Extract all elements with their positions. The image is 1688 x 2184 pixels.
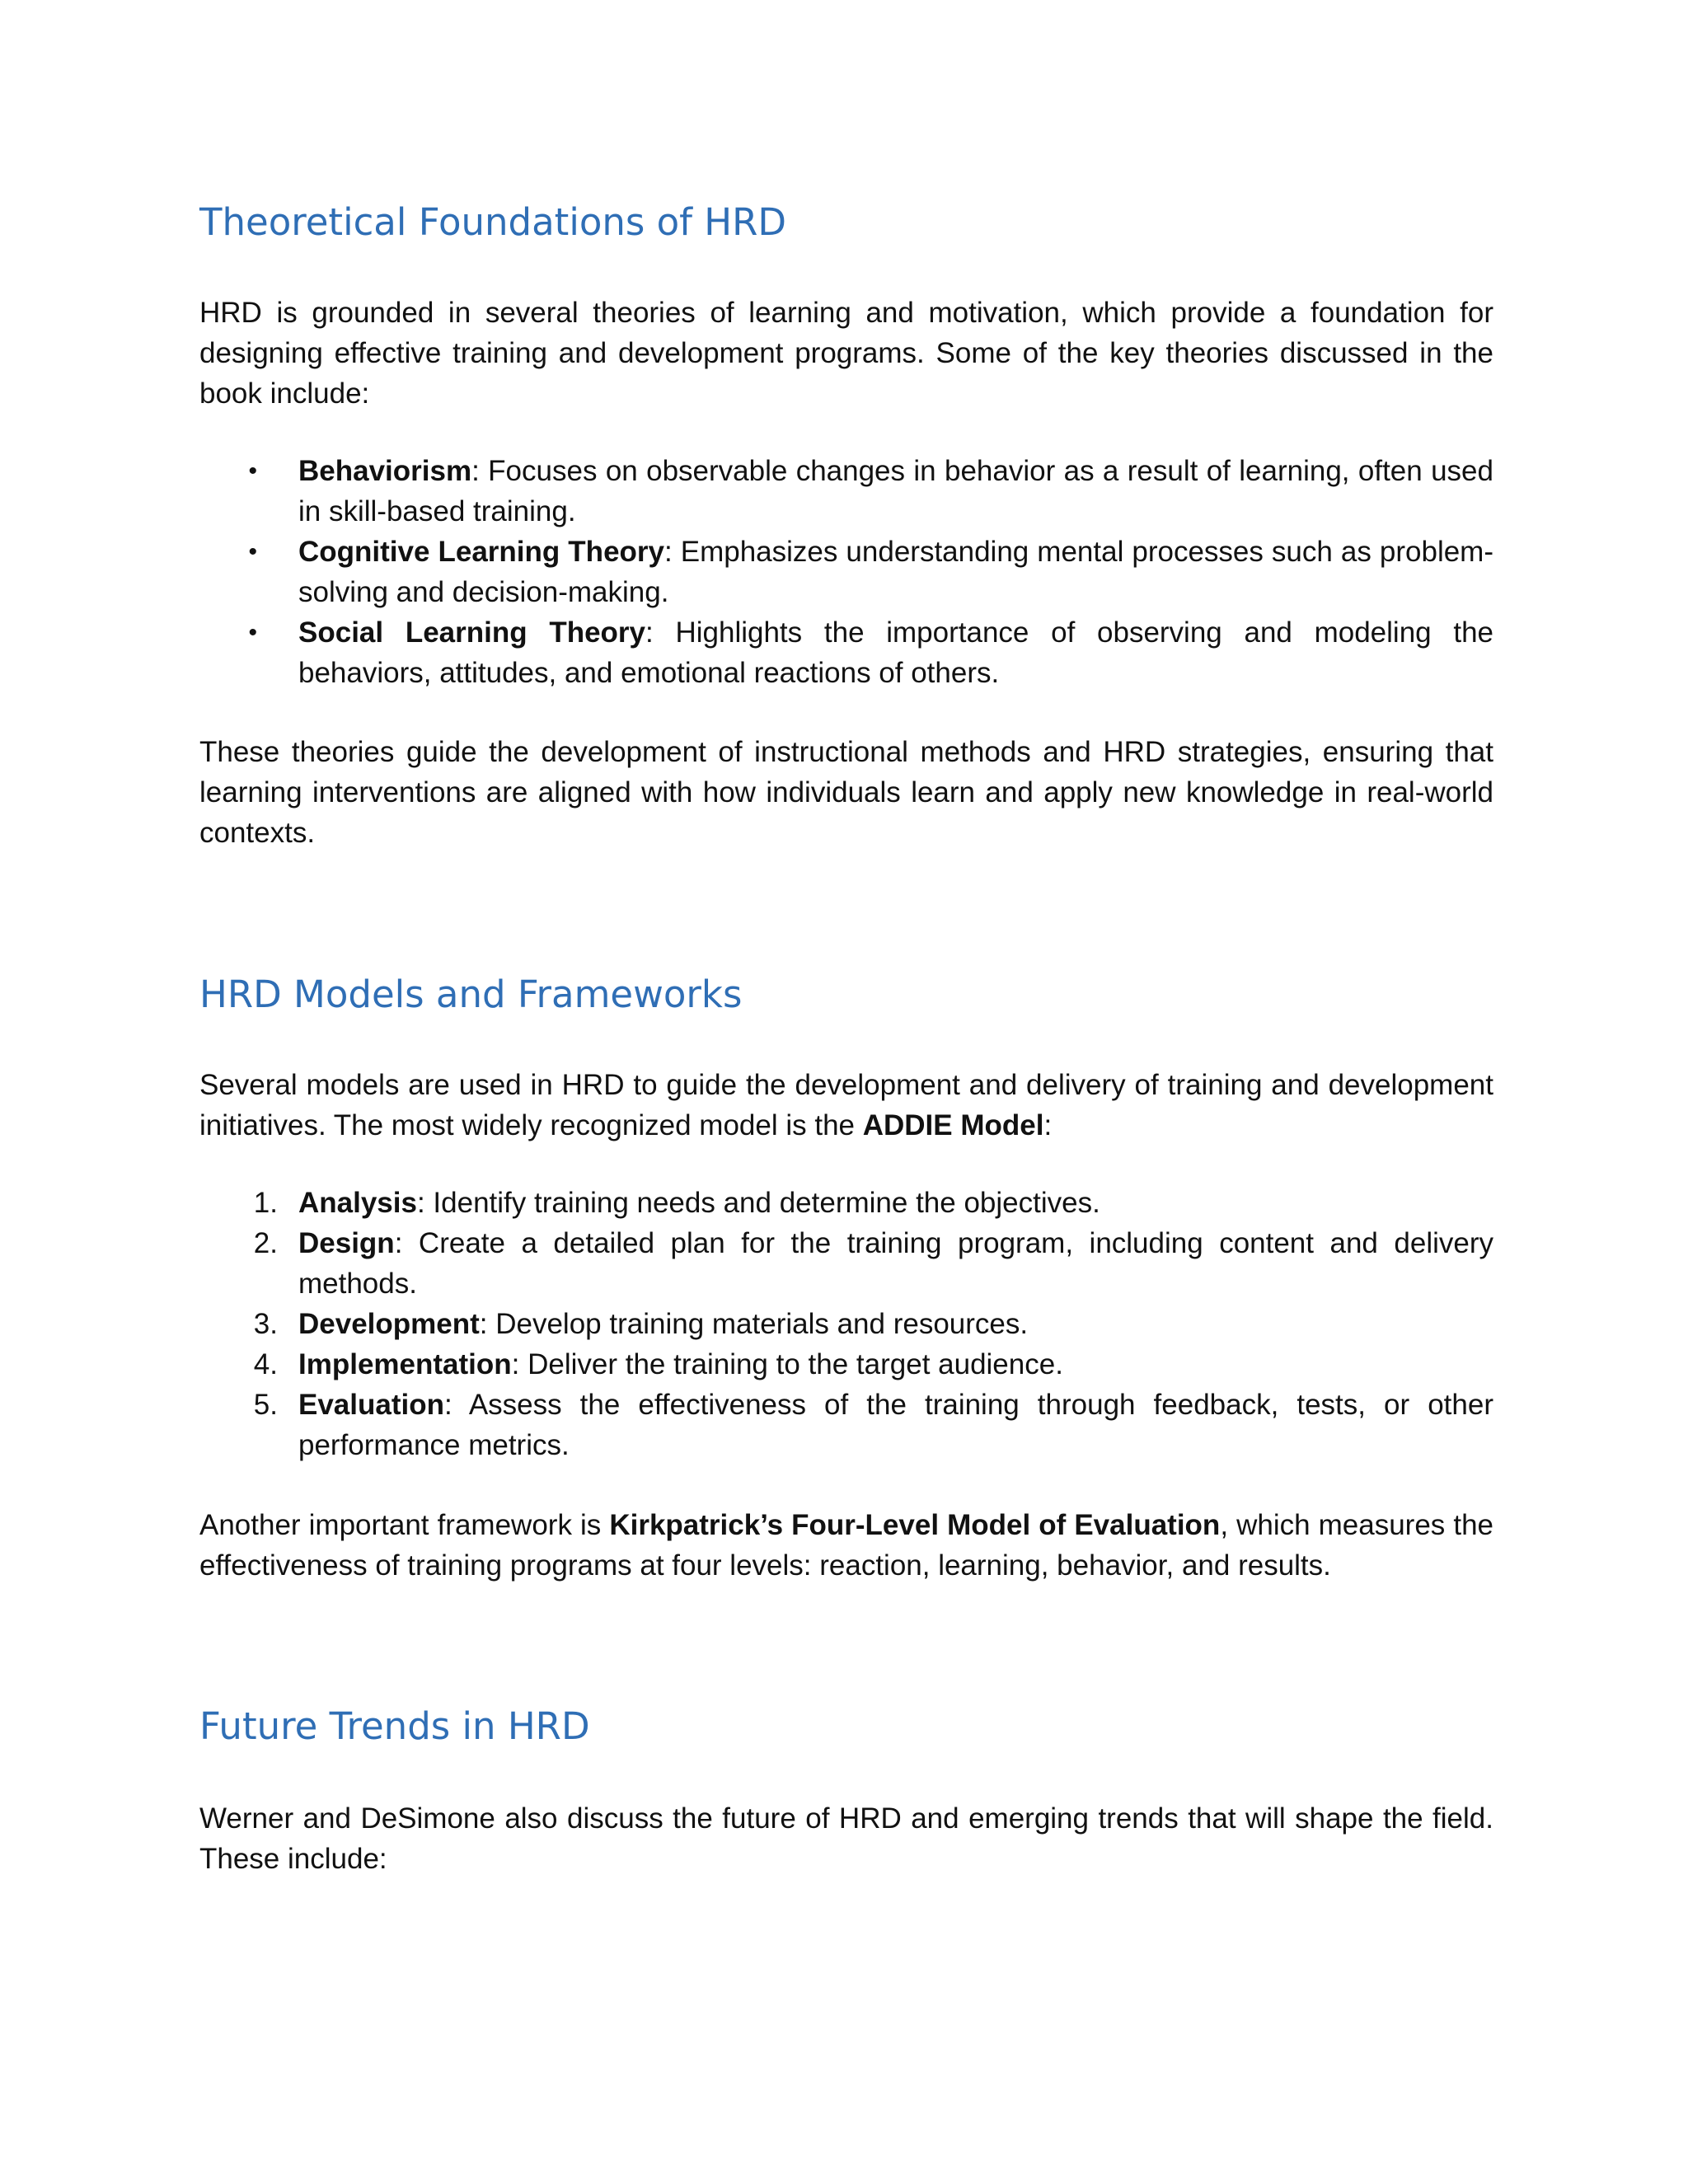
- list-number: 4.: [253, 1348, 278, 1380]
- theories-bullet-list: [199, 451, 1493, 693]
- term-behaviorism: Behaviorism: [298, 455, 472, 487]
- paragraph-theories-closing: These theories guide the development of instructional methods and HRD strategies, ensuring that learning interventions are aligned with how individuals learn and apply new knowledge in real-world contexts.: [199, 736, 1493, 849]
- description-analysis: : Identify training needs and determine the objectives.: [416, 1187, 1100, 1219]
- term-development: Development: [298, 1308, 480, 1340]
- bullet-icon: •: [248, 457, 257, 485]
- bullet-icon: •: [248, 538, 257, 565]
- models-intro-text: Several models are used in HRD to guide the development and delivery of training and development initiatives. The most widely recognized model is the: [199, 1069, 1493, 1141]
- description-evaluation: : Assess the effectiveness of the training through feedback, tests, or other performance metrics.: [298, 1389, 1493, 1461]
- term-design: Design: [298, 1227, 395, 1259]
- term-cognitive-learning-theory: Cognitive Learning Theory: [298, 536, 664, 568]
- paragraph-models-intro: [199, 1065, 1493, 1146]
- paragraph-kirkpatrick: [199, 1505, 1493, 1586]
- kirkpatrick-model-term: Kirkpatrick’s Four-Level Model of Evaluation: [609, 1509, 1221, 1541]
- kirkpatrick-intro-text: Another important framework is: [199, 1509, 610, 1541]
- term-social-learning-theory: Social Learning Theory: [298, 616, 646, 649]
- bullet-icon: •: [248, 619, 257, 646]
- list-number: 2.: [253, 1227, 278, 1259]
- term-analysis: Analysis: [298, 1187, 417, 1219]
- list-item-implementation: [199, 1344, 1493, 1385]
- list-number: 1.: [253, 1187, 278, 1219]
- term-implementation: Implementation: [298, 1348, 512, 1380]
- section-heading-hrd-models: HRD Models and Frameworks: [199, 972, 743, 1016]
- list-item-evaluation: [199, 1385, 1493, 1465]
- description-behaviorism: : Focuses on observable changes in behavior as a result of learning, often used in skill-based training.: [298, 455, 1493, 527]
- addie-numbered-list: [199, 1183, 1493, 1465]
- kirkpatrick-description: , which measures the effectiveness of training programs at four levels: reaction, learning, behavior, and results.: [199, 1509, 1493, 1582]
- section-heading-theoretical-foundations: Theoretical Foundations of HRD: [199, 200, 787, 244]
- section-heading-future-trends: Future Trends in HRD: [199, 1704, 590, 1748]
- description-implementation: : Deliver the training to the target audience.: [511, 1348, 1063, 1380]
- paragraph-future-trends-intro: Werner and DeSimone also discuss the future of HRD and emerging trends that will shape the field. These include:: [199, 1802, 1493, 1875]
- list-item-development: [199, 1304, 1493, 1344]
- list-number: 5.: [253, 1389, 278, 1421]
- term-evaluation: Evaluation: [298, 1389, 444, 1421]
- description-cognitive-learning-theory: : Emphasizes understanding mental processes such as problem-solving and decision-making.: [298, 536, 1493, 608]
- description-development: : Develop training materials and resources.: [479, 1308, 1029, 1340]
- list-item-cognitive-learning-theory: [199, 532, 1493, 612]
- list-item-analysis: [199, 1183, 1493, 1223]
- models-intro-colon: :: [1043, 1109, 1053, 1141]
- list-item-behaviorism: [199, 451, 1493, 532]
- description-design: : Create a detailed plan for the training program, including content and delivery methods.: [298, 1227, 1493, 1300]
- list-item-design: [199, 1223, 1493, 1304]
- paragraph-theories-intro: HRD is grounded in several theories of learning and motivation, which provide a foundation for designing effective training and development programs. Some of the key theories discussed in the book include:: [199, 297, 1493, 410]
- addie-model-term: ADDIE Model: [862, 1109, 1044, 1141]
- list-number: 3.: [253, 1308, 278, 1340]
- list-item-social-learning-theory: [199, 612, 1493, 693]
- description-social-learning-theory: : Highlights the importance of observing and modeling the behaviors, attitudes, and emotional reactions of others.: [298, 616, 1493, 689]
